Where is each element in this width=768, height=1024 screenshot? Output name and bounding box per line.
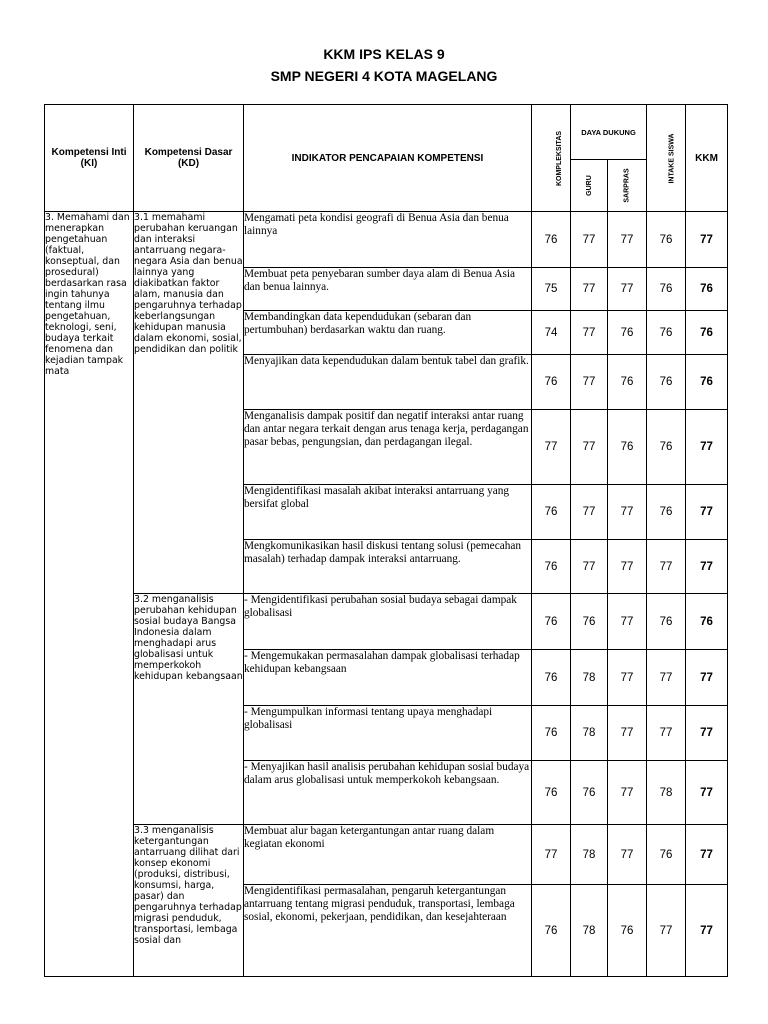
sarpras-cell: 76 <box>608 410 647 485</box>
kompleksitas-cell: 76 <box>532 706 571 761</box>
document-title: KKM IPS KELAS 9 <box>323 46 445 62</box>
intake-cell: 78 <box>647 761 686 825</box>
guru-cell: 78 <box>571 885 608 977</box>
indikator-cell: Mengidentifikasi permasalahan, pengaruh ketergantungan antarruang tentang migrasi penduduk, transportasi, lembaga sosial, ekonomi, pekerjaan, pendidikan, dan kesejahteraan <box>244 885 532 977</box>
sarpras-cell: 77 <box>608 485 647 540</box>
kkm-cell: 76 <box>686 355 728 410</box>
intake-cell: 77 <box>647 706 686 761</box>
intake-cell: 76 <box>647 311 686 355</box>
intake-cell: 76 <box>647 594 686 650</box>
guru-cell: 77 <box>571 410 608 485</box>
kompleksitas-cell: 76 <box>532 761 571 825</box>
guru-cell: 78 <box>571 706 608 761</box>
kd-cell: 3.2 menganalisis perubahan kehidupan sosial budaya Bangsa Indonesia dalam menghadapi arus globalisasi untuk memperkokoh kehidupan kebangsaan <box>134 594 244 825</box>
kkm-cell: 77 <box>686 540 728 594</box>
table-row <box>45 212 728 268</box>
kkm-cell: 77 <box>686 761 728 825</box>
indikator-cell: Membuat alur bagan ketergantungan antar ruang dalam kegiatan ekonomi <box>244 825 532 885</box>
kompleksitas-cell: 76 <box>532 355 571 410</box>
ki-cell: 3. Memahami dan menerapkan pengetahuan (faktual, konseptual, dan prosedural) berdasarkan rasa ingin tahunya tentang ilmu pengetahuan, teknologi, seni, budaya terkait fenomena dan kejadian tampak mata <box>45 212 134 977</box>
header-indikator: INDIKATOR PENCAPAIAN KOMPETENSI <box>244 105 532 212</box>
sarpras-cell: 77 <box>608 540 647 594</box>
sarpras-cell: 77 <box>608 761 647 825</box>
guru-cell: 76 <box>571 594 608 650</box>
kd-cell: 3.1 memahami perubahan keruangan dan interaksi antarruang negara-negara Asia dan benua lainnya yang diakibatkan faktor alam, manusia dan pengaruhnya terhadap keberlangsungan kehidupan manusia dalam ekonomi, sosial, pendidikan dan politik <box>134 212 244 594</box>
indikator-cell: - Mengemukakan permasalahan dampak globalisasi terhadap kehidupan kebangsaan <box>244 650 532 706</box>
intake-cell: 76 <box>647 410 686 485</box>
indikator-cell: Menganalisis dampak positif dan negatif interaksi antar ruang dan antar negara terkait dengan arus tenaga kerja, perdagangan pasar bebas, pengungsian, dan perdagangan ilegal. <box>244 410 532 485</box>
kompleksitas-cell: 76 <box>532 885 571 977</box>
intake-cell: 76 <box>647 212 686 268</box>
guru-cell: 78 <box>571 825 608 885</box>
intake-cell: 76 <box>647 825 686 885</box>
guru-cell: 77 <box>571 485 608 540</box>
kompleksitas-cell: 77 <box>532 825 571 885</box>
kompleksitas-cell: 75 <box>532 268 571 311</box>
guru-cell: 77 <box>571 355 608 410</box>
kd-cell: 3.3 menganalisis ketergantungan antarruang dilihat dari konsep ekonomi (produksi, distribusi, konsumsi, harga, pasar) dan pengaruhnya terhadap migrasi penduduk, transportasi, lembaga sosial dan <box>134 825 244 977</box>
sarpras-cell: 76 <box>608 885 647 977</box>
header-sarpras: SARPRAS <box>608 160 647 212</box>
sarpras-cell: 77 <box>608 706 647 761</box>
indikator-cell: Mengamati peta kondisi geografi di Benua Asia dan benua lainnya <box>244 212 532 268</box>
table-row <box>45 825 728 885</box>
sarpras-cell: 77 <box>608 825 647 885</box>
kkm-cell: 77 <box>686 885 728 977</box>
kkm-cell: 77 <box>686 706 728 761</box>
header-kkm: KKM <box>686 105 728 212</box>
kompleksitas-cell: 74 <box>532 311 571 355</box>
kompleksitas-cell: 77 <box>532 410 571 485</box>
kkm-cell: 76 <box>686 268 728 311</box>
sarpras-cell: 77 <box>608 268 647 311</box>
sarpras-cell: 77 <box>608 212 647 268</box>
intake-cell: 76 <box>647 355 686 410</box>
indikator-cell: Membuat peta penyebaran sumber daya alam di Benua Asia dan benua lainnya. <box>244 268 532 311</box>
school-name: SMP NEGERI 4 KOTA MAGELANG <box>270 68 498 84</box>
header-ki: Kompetensi Inti (KI) <box>45 105 134 212</box>
guru-cell: 77 <box>571 212 608 268</box>
kompleksitas-cell: 76 <box>532 650 571 706</box>
guru-cell: 76 <box>571 761 608 825</box>
intake-cell: 77 <box>647 650 686 706</box>
header-intake-siswa: INTAKE SISWA <box>647 105 686 212</box>
kkm-cell: 76 <box>686 311 728 355</box>
kkm-cell: 77 <box>686 825 728 885</box>
indikator-cell: - Mengidentifikasi perubahan sosial budaya sebagai dampak globalisasi <box>244 594 532 650</box>
sarpras-cell: 77 <box>608 594 647 650</box>
sarpras-cell: 76 <box>608 311 647 355</box>
sarpras-cell: 77 <box>608 650 647 706</box>
guru-cell: 77 <box>571 268 608 311</box>
kkm-cell: 77 <box>686 650 728 706</box>
kkm-cell: 77 <box>686 410 728 485</box>
indikator-cell: Menyajikan data kependudukan dalam bentuk tabel dan grafik. <box>244 355 532 410</box>
kkm-cell: 77 <box>686 212 728 268</box>
header-kompleksitas: KOMPLEKSITAS <box>532 105 571 212</box>
kompleksitas-cell: 76 <box>532 540 571 594</box>
kkm-cell: 77 <box>686 485 728 540</box>
header-guru: GURU <box>571 160 608 212</box>
indikator-cell: - Menyajikan hasil analisis perubahan kehidupan sosial budaya dalam arus globalisasi untuk memperkokoh kebangsaan. <box>244 761 532 825</box>
kompleksitas-cell: 76 <box>532 485 571 540</box>
guru-cell: 77 <box>571 311 608 355</box>
header-kd: Kompetensi Dasar (KD) <box>134 105 244 212</box>
guru-cell: 78 <box>571 650 608 706</box>
sarpras-cell: 76 <box>608 355 647 410</box>
kompleksitas-cell: 76 <box>532 212 571 268</box>
indikator-cell: Mengkomunikasikan hasil diskusi tentang solusi (pemecahan masalah) terhadap dampak interaksi antarruang. <box>244 540 532 594</box>
table-row <box>45 594 728 650</box>
indikator-cell: Mengidentifikasi masalah akibat interaksi antarruang yang bersifat global <box>244 485 532 540</box>
kkm-table <box>44 104 728 977</box>
intake-cell: 77 <box>647 885 686 977</box>
header-daya-dukung: DAYA DUKUNG <box>571 105 647 160</box>
indikator-cell: - Mengumpulkan informasi tentang upaya menghadapi globalisasi <box>244 706 532 761</box>
intake-cell: 77 <box>647 540 686 594</box>
guru-cell: 77 <box>571 540 608 594</box>
intake-cell: 76 <box>647 485 686 540</box>
kompleksitas-cell: 76 <box>532 594 571 650</box>
indikator-cell: Membandingkan data kependudukan (sebaran dan pertumbuhan) berdasarkan waktu dan ruang. <box>244 311 532 355</box>
kkm-cell: 76 <box>686 594 728 650</box>
intake-cell: 76 <box>647 268 686 311</box>
